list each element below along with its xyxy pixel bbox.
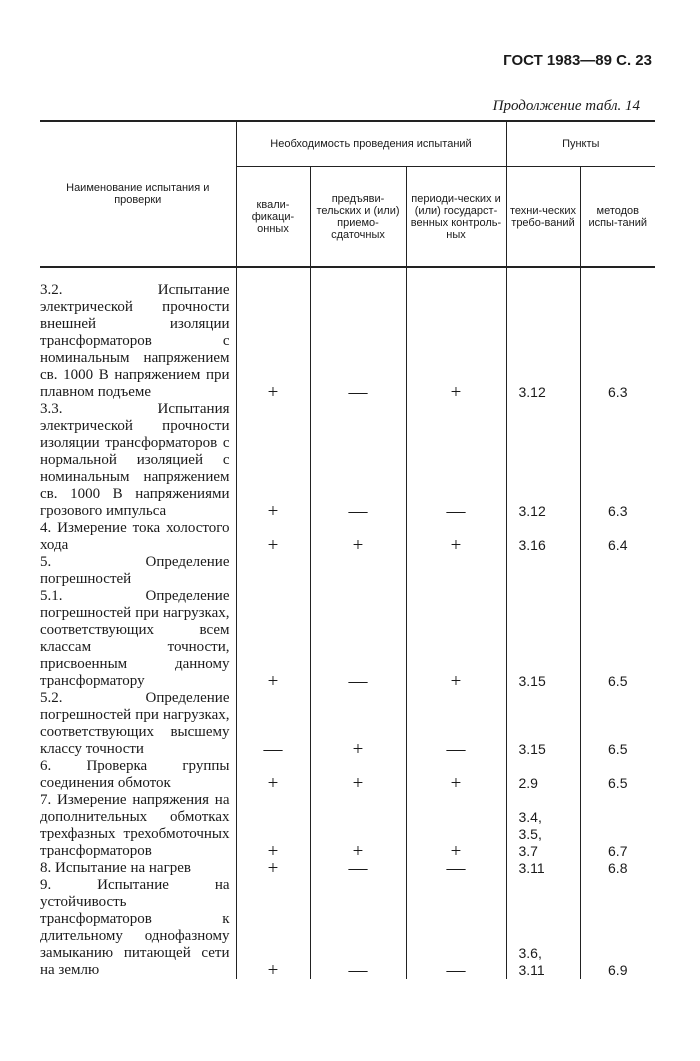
test-name-text: 5.2. Определение погрешностей при нагрузках, соответствующих высшему классу точности bbox=[40, 690, 230, 757]
col-header-tech-requirements: техни-ческих требо-ваний bbox=[506, 167, 580, 268]
test-method-ref: 6.4 bbox=[580, 520, 655, 554]
periodic-mark: + bbox=[406, 792, 506, 860]
test-method-ref: 6.9 bbox=[580, 877, 655, 979]
test-name-text: 9. Испытание на устойчивость трансформаторов к длительному однофазному замыканию питающей сети на землю bbox=[40, 877, 230, 978]
periodic-mark: + bbox=[406, 282, 506, 401]
test-name-cell bbox=[40, 554, 236, 588]
test-method-ref: 6.5 bbox=[580, 588, 655, 690]
acceptance-mark: — bbox=[310, 588, 406, 690]
table-body bbox=[40, 268, 655, 979]
test-name-text: 6. Проверка группы соединения обмоток bbox=[40, 758, 230, 791]
periodic-mark bbox=[406, 554, 506, 588]
col-header-name: Наименование испытания и проверки bbox=[40, 121, 236, 267]
qualification-mark: + bbox=[236, 520, 310, 554]
test-method-ref bbox=[580, 554, 655, 588]
acceptance-mark: — bbox=[310, 877, 406, 979]
periodic-mark: + bbox=[406, 588, 506, 690]
test-name-text: 4. Измерение тока холостого хода bbox=[40, 520, 230, 553]
acceptance-mark: — bbox=[310, 860, 406, 877]
test-name-cell bbox=[40, 401, 236, 520]
test-requirements-table-wrap bbox=[40, 120, 655, 979]
periodic-mark: + bbox=[406, 520, 506, 554]
test-name-text: 3.3. Испытания электрической прочности изоляции трансформаторов с нормальной изоляцией с номинальным напряжением св. 1000 В напряжениями грозового импульса bbox=[40, 401, 230, 519]
group-header-necessity: Необходимость проведения испытаний bbox=[236, 121, 506, 167]
test-method-ref: 6.3 bbox=[580, 401, 655, 520]
table-row bbox=[40, 792, 655, 860]
test-method-ref: 6.5 bbox=[580, 758, 655, 792]
table-row bbox=[40, 520, 655, 554]
test-name-cell bbox=[40, 860, 236, 877]
acceptance-mark: + bbox=[310, 520, 406, 554]
test-name-text: 5. Определение погрешностей bbox=[40, 554, 230, 587]
tech-requirement-ref: 3.12 bbox=[506, 401, 580, 520]
tech-requirement-ref: 3.16 bbox=[506, 520, 580, 554]
tech-requirement-ref: 3.12 bbox=[506, 282, 580, 401]
table-row bbox=[40, 758, 655, 792]
test-name-text: 3.2. Испытание электрической прочности внешней изоляции трансформаторов с номинальным напряжением св. 1000 В напряжением при плавном подъеме bbox=[40, 282, 230, 400]
qualification-mark: + bbox=[236, 401, 310, 520]
table-row bbox=[40, 877, 655, 979]
test-method-ref: 6.3 bbox=[580, 282, 655, 401]
table-row bbox=[40, 554, 655, 588]
tech-requirement-ref: 2.9 bbox=[506, 758, 580, 792]
qualification-mark: + bbox=[236, 792, 310, 860]
acceptance-mark: + bbox=[310, 758, 406, 792]
test-name-cell bbox=[40, 690, 236, 758]
test-name-cell bbox=[40, 792, 236, 860]
periodic-mark: — bbox=[406, 401, 506, 520]
col-header-qualification: квали-фикаци-онных bbox=[236, 167, 310, 268]
qualification-mark: + bbox=[236, 282, 310, 401]
test-name-text: 7. Измерение напряжения на дополнительных обмотках трехфазных трехобмоточных трансформаторов bbox=[40, 792, 230, 859]
qualification-mark bbox=[236, 554, 310, 588]
qualification-mark: + bbox=[236, 588, 310, 690]
test-method-ref: 6.7 bbox=[580, 792, 655, 860]
test-name-cell bbox=[40, 588, 236, 690]
table-row bbox=[40, 282, 655, 401]
col-header-periodic: периоди-ческих и (или) государст-венных контроль-ных bbox=[406, 167, 506, 268]
col-header-acceptance: предъяви-тельских и (или) приемо-сдаточных bbox=[310, 167, 406, 268]
periodic-mark: — bbox=[406, 860, 506, 877]
table-row bbox=[40, 690, 655, 758]
page-header: ГОСТ 1983—89 С. 23 bbox=[503, 52, 652, 69]
test-name-text: 5.1. Определение погрешностей при нагрузках, соответствующих всем классам точности, присвоенным данному трансформатору bbox=[40, 588, 230, 689]
test-name-text: 8. Испытание на нагрев bbox=[40, 860, 191, 876]
tech-requirement-ref bbox=[506, 554, 580, 588]
tech-requirement-ref: 3.15 bbox=[506, 588, 580, 690]
test-method-ref: 6.8 bbox=[580, 860, 655, 877]
test-name-cell bbox=[40, 877, 236, 979]
tech-requirement-ref: 3.6, 3.11 bbox=[506, 877, 580, 979]
qualification-mark: + bbox=[236, 877, 310, 979]
qualification-mark: — bbox=[236, 690, 310, 758]
test-name-cell bbox=[40, 282, 236, 401]
qualification-mark: + bbox=[236, 860, 310, 877]
acceptance-mark bbox=[310, 554, 406, 588]
acceptance-mark: — bbox=[310, 401, 406, 520]
table-continuation-label: Продолжение табл. 14 bbox=[492, 98, 640, 114]
periodic-mark: + bbox=[406, 758, 506, 792]
col-header-test-methods: методов испы-таний bbox=[580, 167, 655, 268]
tech-requirement-ref: 3.15 bbox=[506, 690, 580, 758]
acceptance-mark: + bbox=[310, 690, 406, 758]
table-row bbox=[40, 860, 655, 877]
table-row bbox=[40, 588, 655, 690]
tech-requirement-ref: 3.11 bbox=[506, 860, 580, 877]
test-name-cell bbox=[40, 758, 236, 792]
test-requirements-table bbox=[40, 120, 655, 979]
group-header-points: Пункты bbox=[506, 121, 655, 167]
periodic-mark: — bbox=[406, 690, 506, 758]
test-name-cell bbox=[40, 520, 236, 554]
qualification-mark: + bbox=[236, 758, 310, 792]
table-row bbox=[40, 401, 655, 520]
periodic-mark: — bbox=[406, 877, 506, 979]
acceptance-mark: — bbox=[310, 282, 406, 401]
tech-requirement-ref: 3.4, 3.5, 3.7 bbox=[506, 792, 580, 860]
test-method-ref: 6.5 bbox=[580, 690, 655, 758]
acceptance-mark: + bbox=[310, 792, 406, 860]
